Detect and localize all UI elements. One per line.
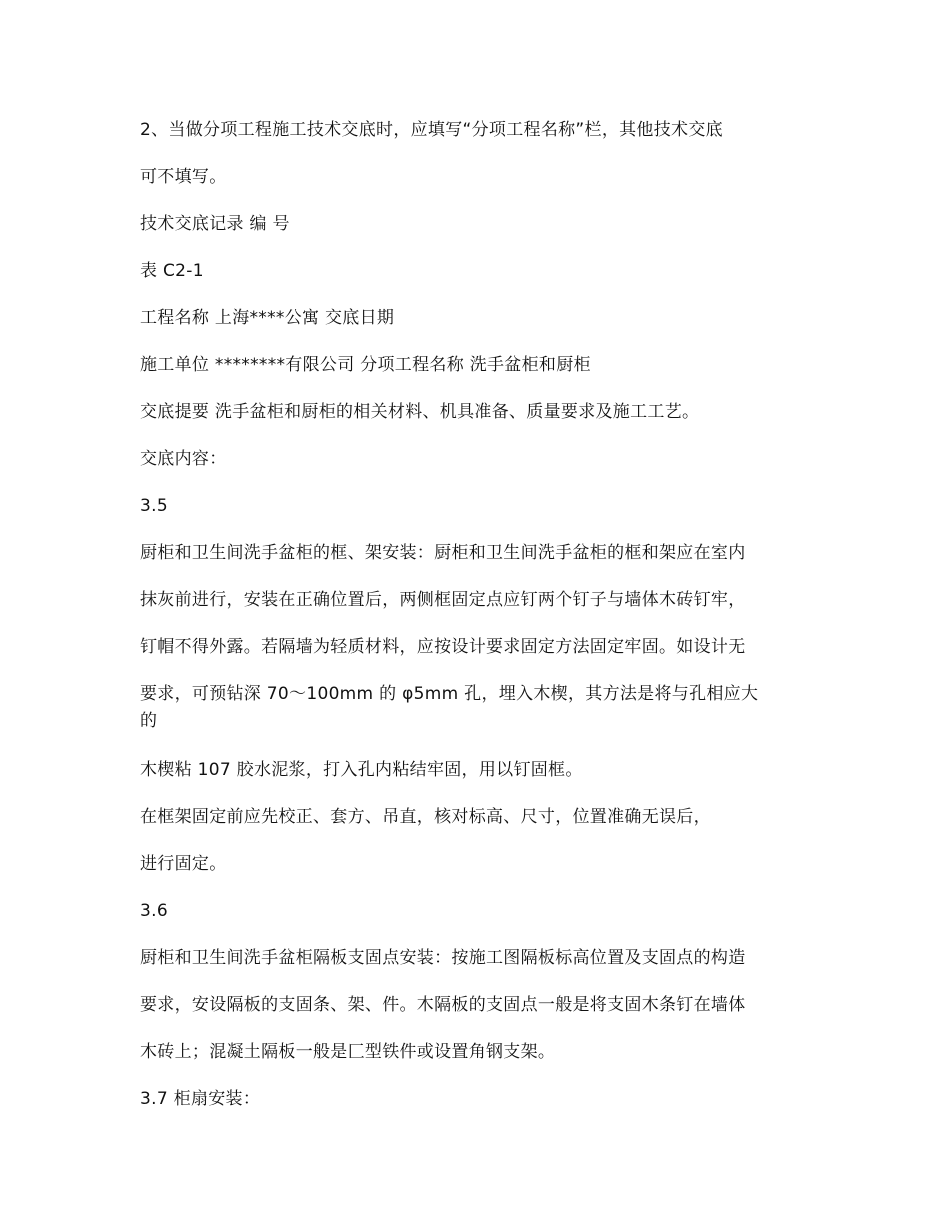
text-line: 表 C2-1: [140, 261, 204, 281]
text-line: 木楔粘 107 胶水泥浆，打入孔内粘结牢固，用以钉固框。: [140, 760, 583, 780]
text-line: 的: [140, 711, 158, 731]
text-line: 技术交底记录 编 号: [140, 214, 290, 234]
text-line: 木砖上；混凝土隔板一般是匚型铁件或设置角钢支架。: [140, 1042, 556, 1062]
text-line: 工程名称 上海****公寓 交底日期: [140, 308, 395, 328]
text-line: 2、当做分项工程施工技术交底时，应填写“分项工程名称”栏，其他技术交底: [140, 120, 723, 140]
section-heading: 3.7 柜扇安装：: [140, 1089, 261, 1109]
text-line: 进行固定。: [140, 854, 227, 874]
text-line: 厨柜和卫生间洗手盆柜的框、架安装：厨柜和卫生间洗手盆柜的框和架应在室内: [140, 543, 746, 563]
text-line: 交底内容：: [140, 449, 227, 469]
text-line: 交底提要 洗手盆柜和厨柜的相关材料、机具准备、质量要求及施工工艺。: [140, 402, 700, 422]
text-line: 施工单位 ********有限公司 分项工程名称 洗手盆柜和厨柜: [140, 355, 591, 375]
text-line: 要求，安设隔板的支固条、架、件。木隔板的支固点一般是将支固木条钉在墙体: [140, 995, 746, 1015]
text-line: 要求，可预钻深 70～100mm 的 φ5mm 孔，埋入木楔，其方法是将与孔相应大: [140, 684, 759, 704]
text-line: 可不填写。: [140, 167, 227, 187]
text-line: 在框架固定前应先校正、套方、吊直，核对标高、尺寸，位置准确无误后，: [140, 807, 711, 827]
text-line: 钉帽不得外露。若隔墙为轻质材料，应按设计要求固定方法固定牢固。如设计无: [140, 637, 746, 657]
section-number: 3.5: [140, 496, 168, 516]
text-line: 厨柜和卫生间洗手盆柜隔板支固点安装：按施工图隔板标高位置及支固点的构造: [140, 948, 746, 968]
text-line: 抹灰前进行，安装在正确位置后，两侧框固定点应钉两个钉子与墙体木砖钉牢，: [140, 590, 746, 610]
section-number: 3.6: [140, 901, 168, 921]
